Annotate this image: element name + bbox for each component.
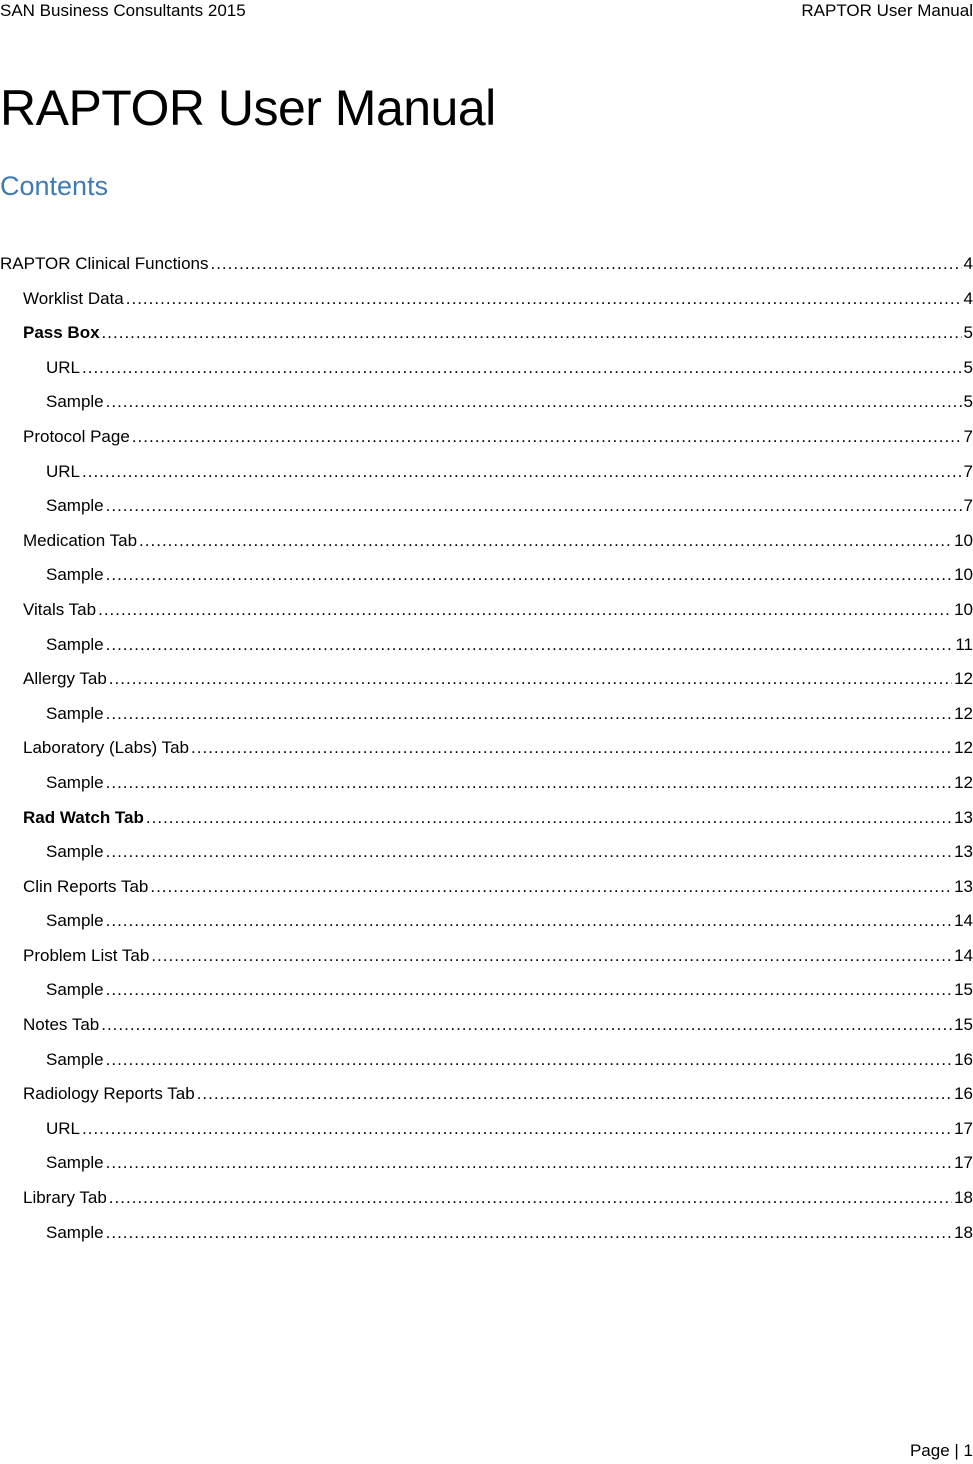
header-company: SAN Business Consultants 2015: [0, 1, 246, 20]
toc-dot-leader: [126, 285, 962, 313]
toc-entry[interactable]: [0, 1046, 973, 1081]
toc-dot-leader: [106, 1046, 952, 1074]
toc-entry[interactable]: [0, 388, 973, 423]
toc-entry-page-number: 16: [954, 1049, 973, 1069]
toc-entry-page-number: 4: [963, 254, 973, 273]
toc-dot-leader: [191, 734, 952, 762]
toc-dot-leader: [210, 250, 961, 278]
toc-entry[interactable]: [0, 561, 973, 596]
toc-entry[interactable]: [0, 1149, 973, 1184]
toc-entry[interactable]: [0, 804, 973, 839]
toc-dot-leader: [101, 1011, 952, 1039]
toc-entry-label: Sample: [46, 565, 104, 585]
toc-entry-page-number: 14: [954, 945, 973, 965]
toc-entry-page-number: 18: [954, 1222, 973, 1242]
toc-dot-leader: [197, 1080, 952, 1108]
toc-entry-page-number: 12: [954, 772, 973, 792]
toc-entry-label: Problem List Tab: [23, 945, 150, 965]
toc-entry-label: Sample: [46, 911, 104, 931]
toc-entry-label: Worklist Data: [23, 288, 124, 308]
toc-entry[interactable]: [0, 319, 973, 354]
toc-entry-page-number: 14: [954, 911, 973, 931]
toc-entry-label: Vitals Tab: [23, 599, 97, 619]
toc-entry-label: URL: [46, 357, 81, 377]
toc-entry-label: Sample: [46, 772, 104, 792]
toc-entry-page-number: 7: [963, 461, 973, 481]
toc-entry-page-number: 10: [954, 530, 973, 550]
toc-entry-label: Rad Watch Tab: [23, 807, 144, 827]
toc-dot-leader: [146, 804, 952, 832]
toc-dot-leader: [109, 1184, 952, 1212]
toc-entry-label: Sample: [46, 842, 104, 862]
toc-entry[interactable]: [0, 527, 973, 562]
toc-dot-leader: [106, 492, 962, 520]
toc-dot-leader: [82, 1115, 952, 1143]
toc-entry[interactable]: [0, 354, 973, 389]
toc-entry-page-number: 15: [954, 1015, 973, 1035]
toc-entry[interactable]: [0, 1115, 973, 1150]
toc-dot-leader: [106, 1219, 952, 1247]
toc-entry-page-number: 5: [963, 392, 973, 412]
toc-entry-label: Sample: [46, 703, 104, 723]
toc-entry-page-number: 13: [954, 876, 973, 896]
toc-entry-page-number: 12: [954, 669, 973, 689]
toc-entry[interactable]: [0, 1219, 973, 1254]
toc-dot-leader: [139, 527, 952, 555]
toc-entry[interactable]: [0, 838, 973, 873]
toc-entry-label: Medication Tab: [23, 530, 138, 550]
toc-dot-leader: [82, 458, 962, 486]
toc-entry[interactable]: [0, 285, 973, 320]
toc-dot-leader: [98, 596, 952, 624]
toc-entry[interactable]: [0, 1080, 973, 1115]
toc-entry-label: Pass Box: [23, 323, 100, 343]
toc-entry-page-number: 5: [963, 357, 973, 377]
toc-dot-leader: [106, 1149, 952, 1177]
toc-entry-label: Clin Reports Tab: [23, 876, 149, 896]
toc-entry[interactable]: [0, 492, 973, 527]
toc-entry-page-number: 7: [963, 496, 973, 516]
toc-entry[interactable]: [0, 700, 973, 735]
toc-dot-leader: [106, 907, 952, 935]
toc-entry[interactable]: [0, 734, 973, 769]
toc-entry-page-number: 5: [963, 323, 973, 343]
toc-entry[interactable]: [0, 769, 973, 804]
toc-entry[interactable]: [0, 458, 973, 493]
toc-dot-leader: [106, 838, 952, 866]
toc-entry-label: Library Tab: [23, 1188, 107, 1208]
toc-entry-page-number: 13: [954, 842, 973, 862]
toc-entry-page-number: 16: [954, 1084, 973, 1104]
toc-dot-leader: [109, 665, 952, 693]
toc-entry-page-number: 18: [954, 1188, 973, 1208]
toc-entry-label: Protocol Page: [23, 426, 130, 446]
toc-entry[interactable]: [0, 665, 973, 700]
toc-entry-page-number: 12: [954, 738, 973, 758]
toc-entry-label: Sample: [46, 392, 104, 412]
toc-entry[interactable]: [0, 907, 973, 942]
toc-entry-page-number: 15: [954, 980, 973, 1000]
toc-dot-leader: [151, 942, 952, 970]
toc-entry-page-number: 7: [963, 426, 973, 446]
toc-entry-label: Sample: [46, 634, 104, 654]
toc-entry[interactable]: [0, 873, 973, 908]
toc-entry-page-number: 17: [954, 1118, 973, 1138]
toc-dot-leader: [106, 700, 952, 728]
toc-entry-label: URL: [46, 461, 81, 481]
toc-dot-leader: [106, 631, 954, 659]
toc-entry-page-number: 12: [954, 703, 973, 723]
toc-entry-label: Notes Tab: [23, 1015, 100, 1035]
toc-entry-label: Sample: [46, 1049, 104, 1069]
toc-entry[interactable]: [0, 976, 973, 1011]
toc-dot-leader: [106, 976, 952, 1004]
header-doc-name: RAPTOR User Manual: [801, 1, 973, 20]
toc-entry-page-number: 4: [963, 288, 973, 308]
toc-entry-page-number: 17: [954, 1153, 973, 1173]
table-of-contents: [0, 250, 973, 1253]
document-title: RAPTOR User Manual: [0, 80, 496, 136]
toc-entry[interactable]: [0, 1011, 973, 1046]
toc-entry-label: Laboratory (Labs) Tab: [23, 738, 190, 758]
toc-entry[interactable]: [0, 631, 973, 666]
toc-entry-page-number: 13: [954, 807, 973, 827]
contents-heading: Contents: [0, 171, 109, 201]
toc-entry-page-number: 11: [955, 634, 973, 654]
toc-entry-label: Allergy Tab: [23, 669, 107, 689]
toc-entry-label: Sample: [46, 1153, 104, 1173]
toc-entry-label: Sample: [46, 496, 104, 516]
page-number: Page | 1: [909, 1441, 973, 1460]
toc-dot-leader: [150, 873, 952, 901]
toc-entry[interactable]: [0, 942, 973, 977]
toc-dot-leader: [106, 561, 952, 589]
toc-entry-label: URL: [46, 1118, 81, 1138]
toc-entry-page-number: 10: [954, 565, 973, 585]
toc-dot-leader: [102, 319, 962, 347]
toc-entry-label: Sample: [46, 980, 104, 1000]
toc-entry[interactable]: [0, 250, 973, 285]
toc-dot-leader: [106, 388, 962, 416]
toc-entry[interactable]: [0, 1184, 973, 1219]
toc-entry[interactable]: [0, 596, 973, 631]
toc-entry-page-number: 10: [954, 599, 973, 619]
toc-dot-leader: [106, 769, 952, 797]
toc-dot-leader: [132, 423, 962, 451]
page-header: [0, 0, 973, 22]
toc-entry[interactable]: [0, 423, 973, 458]
toc-entry-label: Sample: [46, 1222, 104, 1242]
toc-entry-label: Radiology Reports Tab: [23, 1084, 195, 1104]
toc-entry-label: RAPTOR Clinical Functions: [0, 254, 209, 273]
toc-dot-leader: [82, 354, 962, 382]
